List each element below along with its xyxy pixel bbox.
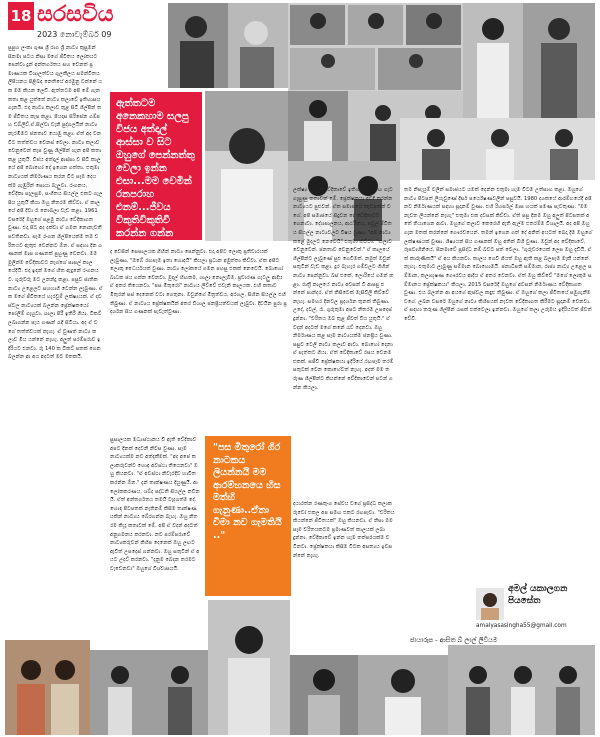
bottom-photo-5 [358,655,448,735]
page-number: 18 [10,7,32,25]
section-title: සරසවිය [37,1,114,27]
author-photo [476,588,504,620]
issue-date: 2023 නොවැම්බර් 09 [37,30,112,39]
author-name: අමල් යකාලගන පියසේත [508,584,568,606]
photo-group-top-middle [288,3,463,91]
article-column-4: තම නිපැයුම් වලින් සමාජයට යමක් දෙන්න එතුමා හැම විටම උත්සාහ කළා. ඔහුගේ නාට්‍ය පිටපත් ලියැවුණේ දීර්ඝ පර්යේෂණවලින් පසුවයි. 1980 දශකයේ ආරම්භයේදී අපි නව නිර්මාණයක් සඳහා සූදානම් වුණා. එහි රිහර්සල් මාස හයක් පමණ පැවතුණා. "මම නැවත ලියන්නේ නැහැ" එතුමා එක දවසක් කිව්වා. ඒත් පසු දිනම ඔහු අලුත් පිටපතක් අතේ තියාගෙන ආවා. ඔහුගේ කලාව කෙරෙහි ඇති ඇල්ම එතරම්ම විශාලයි. අද අපි ඔහු ගැන මතක් කරන්නේ ගෞරවයෙන්. තමන් ඉගෙන ගත් දේ අනිත් අයටත් බෙදා දීම ඔහුගේ ලක්ෂණයක් වුණා. ශිෂ්‍යයන් සිය ගණනක් ඔහු අතින් බිහි වුණා. ඔවුන් අද වේදිකාවේ, රූපවාහිනියේ, සිනමාවේ ප්‍රසිද්ධ නම් බවට පත් වෙලා. "ගුරුවරයෙක් ලෙස ඔහු දැඩියි, ඒත් කාරුණිකයි" ඒ අය කියනවා. කාලය ගෙවී ගියත් ඔහු ඇති කළ බලපෑම මැකී යන්නේ නැහැ. එතුමාට ලැබුණු සම්මාන බොහොමයි. ජනාධිපති සම්මාන, රාජ්‍ය නාට්‍ය උළෙල සම්මාන, කලාභූෂණ ගෞරවය ආදිය ඒ අතර වෙනවා. ඒත් ඔහු කිව්වේ "මගේ ලොකුම සම්මානය ප්‍රේක්ෂකයා" කියලා. 2015 වසරේදී ඔහුගේ අවසන් නිර්මාණය වේදිකාගත වුණා. එය බලන්න ආ අයගේ ඇස්වල කඳුළු තිබුණා. ඒ ඔහුගේ කලා ජීවිතයේ සමුගැනීම වගේ. ලබන වසරේ ඔහුගේ නාට්‍ය කිහිපයක් නැවත වේදිකාගත කිරීමට සූදානම් වෙනවා. ඒ සඳහා තරුණ ශිල්පීන් රැසක් එක්වෙලා ඉන්නවා. ඔහුගේ කලා උරුමය ඉදිරියටත් ජීවත් වේවි. [404,187,593,322]
author-email[interactable]: amalyasasingha55@gmail.com [476,623,567,629]
photo-credit: ජායාරූප - ආසිත බ් ලාල් ලිවියම [410,636,498,644]
bottom-photo-4 [290,655,358,735]
bottom-photo-1 [5,640,90,735]
pull-quote-orange [205,436,291,596]
photo-group-top-right-b [523,3,595,118]
bottom-photo-3 [208,600,290,735]
portrait-photo-main [205,91,288,241]
article-column-2b: සුසාලයක මධ්‍යස්ථානය වී ඇති වේදිකාව අපට දිනක් දෙවනි නිවස වුණා. සෑම නාට්‍යයක්ම නව අත්දැකීමක්. "අද අපේ කලාකරුවන්ට හොඳ අවස්ථා තියෙනවා" ඔහු කියනවා. "ඒ අවස්ථා නිවැරදිව භාවිත කරන්න ඕන." දැන් තාක්ෂණය දියුණුයි. ආලෝකකරණය, ශබ්ද පද්ධති සියල්ල නවීනයි. ඒත් අන්තර්ගතය තමයි වැදගත්ම දේ. හොඳ පිටපතක් නැතිනම් කිසිම තාක්ෂණයකින් නාට්‍යය බේරගන්න බැහැ. ඔහු නිතරම කියූ කතාවක් මේ. අපි ඒ වදන් අදටත් අනුගමනය කරනවා. නව පරම්පරාවේ නාට්‍යකරුවන් කිහිප දෙනෙක් ඔහු ලඟට ඇවිත් උපදෙස් ගන්නවා. ඔහු සතුටින් ඒ අයට උදව් කරනවා. "දැනුම බෙදන තරමට වැඩෙනවා" ඔහුගේ විශ්වාසයයි. [110,437,200,572]
bottom-photo-6 [448,645,595,735]
article-column-1: සුපුහ ලංකා ගුණ ශ්‍රී රාග ශ්‍රී නාට්‍ය කුසුමන් සිනමා පටය නිසා මගේ ජීවිතය ලෝකයට පෙන්වා දුන් අන්තර්ගතය සහ වෙනත් ප්‍රමාණයක විශාලත්වය ගුලකීලය සමන්විතය ලිපියනය පිළිබඳ නෙතියේ අරමුනු වන්නේ යක මම කියන ලෙඩි. ඇත්තටම අපි මේ ගැන කතා කළ යුත්තේ නාට්‍ය කලාවේ ඉතිහාසය ගැනයි. එදා නාට්‍ය කලාව තුළ සිටි ශිල්පීන් තම ජීවිතය කැප කළා. පියදාස සිරිසේන ගම්පහ ඩබ්ලිව්.ඒ.සිල්වා වැනි පුද්ගලයින් නාට්‍ය නැරඹීමට ජනතාව යොමු කළා. ඒත් අද වන විට තත්ත්වය වෙනස් වෙලා. නාට්‍ය කලාව වෙනුවෙන් කැප වුණු ශිල්පීන් ගැන අපි කතා කළ යුතුයි. විජය අත්දාල් ආස්සා ව සිටි කාලයේ අපි බොහෝ දේ ඉගෙන ගත්තා. එතුමා නාට්‍යයක් නිර්මාණය කරන විට සෑම දෙයක්ම ගැඹුරින් සොයා බැලුවා. රංගනය, වේදිකා සැලසුම, සංගීතය සියල්ල එකට ගැලපිය යුතුයි කියා ඔහු නිතරම කිව්වා. ඒ කාලයේ අපි දිවා රෑ නොබලා වැඩ කළා. 1961 වසරේදී ඔහුගේ පළමු නාට්‍ය වේදිකාගත වුණා. එදා සිට අද දක්වා ඒ ගමන නොනැවතී පවතිනවා. සෑම රංගන ශිල්පියෙක්ම තම චරිතයට ඇතුළු වෙන්නට ඕන. ඒ සඳහා දින ගණනක් මාස ගණනක් පුහුණු වෙනවා. මම මුලින්ම වේදිකාවට නැග්ගේ පාසල් කාලයේදීයි. එදා ඉඳන් මගේ හිත ඇදුනේ රංගනයට. ගුරුවරු මට උනන්දු කළා. පසුව ජාතික නාට්‍ය උළෙලට සහභාගී වෙන්න ලැබුණා. ඒක මගේ ජීවිතයේ හැරවුම් ලක්ෂ්‍යයක්. ඒ දවස්වල නාට්‍යයක් බලන්න ප්‍රේක්ෂකයෝ පෝලිම් ගැහුවා. ශාලා පිරී ඉතිරී ගියා. ටිකට් ලබාගන්න පැය ගණන් රැඳී සිටියා. අද ඒ වගේ තත්ත්වයක් නැහැ. ඒ වුණත් නාට්‍ය කලාව මිය යන්නේ නැහැ. අලුත් පරම්පරාව ඉදිරියට එනවා. රු 140 ක ටිකට් පතක් ගෙන බලන්න ආ අය අදටත් මට මතකයි. [8,45,103,361]
bottom-photo-2 [90,650,210,735]
article-column-3: ලක්ෂ්‍ය සිංහල වේදිකාවේ ඉතිහාසය සමඟ ගැට ගැසුණු කතාවක් මේ. ප්‍රේක්ෂකයා අවදි කරන්න නාට්‍යයට පුළුවන්. ඒක සමාජයේ කැඩපතක් වගේ. අපි සමාජයේ සිදුවන දේ වේදිකාවට ගෙනාවා. දේශපාලනය, ආර්ථිකය, පවුල් ජීවිතය සියල්ල නාට්‍යවලට විෂය වුණා. "අපි නාට්‍ය කළේ මුදලට නෙවෙයි" එතුමා කිව්වා. "කලාව වෙනුවෙන්. ජනතාව වෙනුවෙන්." ඒ කාලයේ ශිල්පීන්ට ලැබුණේ සුළු ගෙවීමක්. නමුත් ඔවුන් සතුටින් වැඩ කළා. දුර බැහැර ගම්වලට ගිහින් නාට්‍ය පෙන්නුවා. බස් එකේ, ලොරියේ ගමන් කළා. රාත්‍රී කාලයේ නාට්‍ය අවසන් වී ආපසු එන්නේ පාන්දර. ඒත් කිසිවෙක් මැසිවිලි කිව්වේ නැහැ. සමහර දිනවල ප්‍රදර්ශන තුනක් තිබුණා. උදේ, දවල්, රෑ. ගුරුතුමා අපට නිතරම උපදෙස් දුන්නා. "චරිතය ඔබ තුළ ජීවත් විය යුතුයි." ඒ වදන් අදටත් මගේ කනේ රැව් දෙනවා. ඔහු නිර්මාණය කළ සෑම නාට්‍යයක්ම ජනප්‍රිය වුණා. පසුව ටෙලි නාට්‍ය කලාව ආවා. බොහෝ දෙනා ඒ පැත්තට ගියා. ඒත් වේදිකාවේ රසය වෙනම එකක්. සජීවී ප්‍රේක්ෂකයා ඉදිරියේ රඟපෑම තරම් සතුටක් වෙන කොහේවත් නැහැ. අදත් මම තරුණ ශිල්පීන්ට කියන්නේ වේදිකාවෙන් පටන් ගන්න කියලා. [293,187,394,391]
photo-group-top-right-a [463,3,523,118]
page-number-badge [8,2,34,30]
article-column-2: ද වෙසින් සෙසාලයක ගිහින් නාට්‍ය පෙන්නුවා. එදා අපිට ලොකු ප්‍රතිචාරයක් ලැබුණා. "ඔබේ රඟපෑම ඉතා හොඳයි" කියලා ප්‍රධාන අමුත්තා කිව්වා. ඒක අපිට ලොකු ධෛර්යයක් වුණා. නාට්‍ය ලෝකයේ ගමන පහසු එකක් නෙවෙයි. බොහෝ බාධක ජය ගන්න වෙනවා. මුදල් හිඟකම, ශාලා නොලැබීම, ප්‍රචාරණ ගැටලු ආදිය ඒ අතර තියෙනවා. "පස මිතුරෝ" නාට්‍යය ලිව්වේ එවැනි කාලයක. එහි කතාව මිතුරන් පස් දෙනෙක් වටා ගෙතුනා. ඔවුන්ගේ මිත්‍රත්වය, අරගල, සිහින සියල්ල එහි තිබුණා. ඒ නාට්‍යය ප්‍රේක්ෂකයින් අතර විශාල ජනප්‍රියත්වයක් ලැබුවා. දිවයින පුරා ප්‍රදර්ශන සිය ගණනක් පැවැත්වුණා. [110,249,287,316]
photo-group-top-left [168,3,288,88]
pull-quote-orange-text: "පස මිතුරෝ ගිර නාටකය ලියන්නයි මම ආරම්භනයෙ හිස මත්හි ගැනුණා..ඒතා වීමා නව ගැමතියි .." [213,442,282,541]
article-column-3b: දයාරත්න රණතුංග සේවය වගේ ප්‍රසිද්ධ කලාකරුවෝ එකල අප සමඟ එකට රඟපෑවා. "චරිතය කියන්නේ ජීවිතයක්" ඔහු කියනවා. ඒ නිසා මම සෑම චරිතයකටම ප්‍රමාණවත් කාලයක් ලබා දුන්නා. වේදිකාවේ ඉන්න හැම තත්පරයක්ම වටිනවා. ප්‍රේක්ෂකයා කිසිම විටක අසත්‍යය ඉවසන්නේ නැහැ. [293,501,395,559]
photo-group-right-c [400,118,595,180]
pull-quote-red: ඇත්තටම අනෙකහාම සලපු විජය අත්දාල් ආස්සා ව සිට ඔහුගේ පෙන්නත්තු වෙලා ඉන්න එසා...මම වෙමින් රනපරාහ එනම්...ජීවය විකුතිවිකුතිවී කරන්න ගන්න කියලා.. [110,92,202,240]
